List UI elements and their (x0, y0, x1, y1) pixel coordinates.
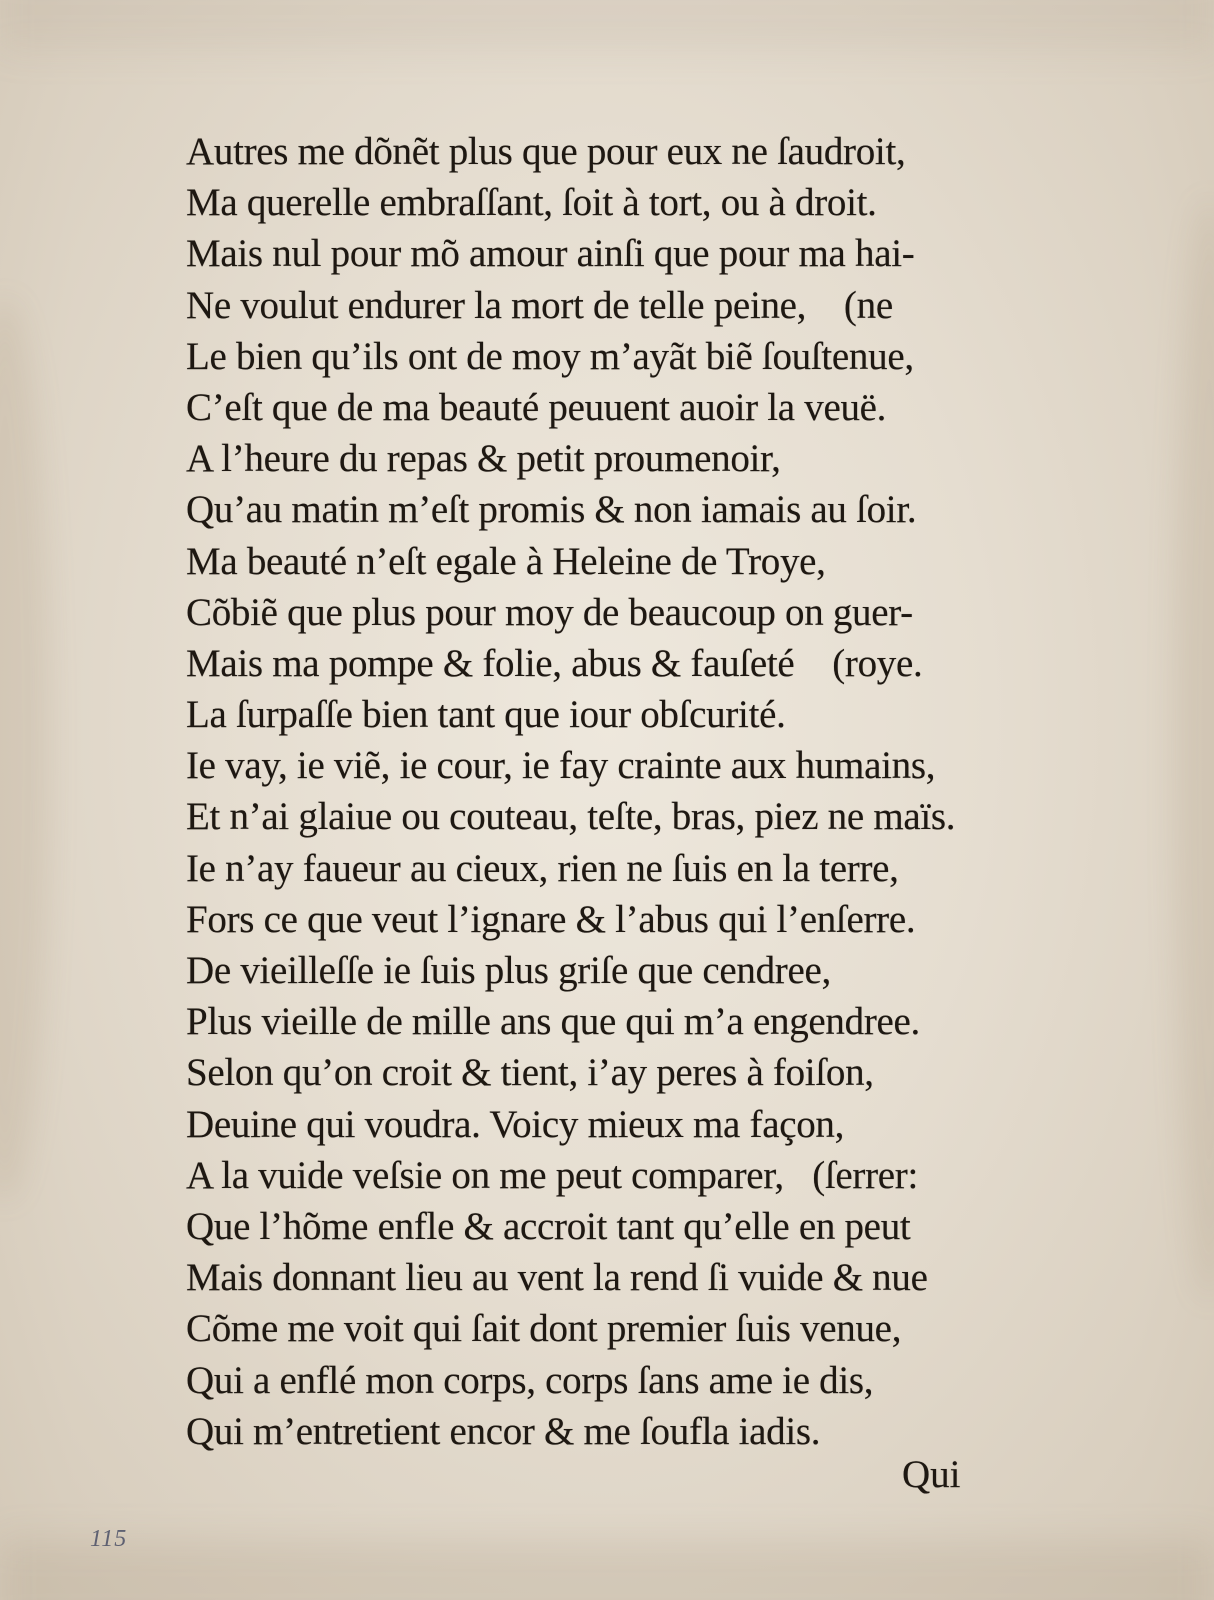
verse-line: A la vuide veſsie on me peut comparer, (ſerrer: (186, 1153, 919, 1197)
catchword: Qui (902, 1453, 961, 1496)
verse-line: Autres me dõnẽt plus que pour eux ne ſaudroit, (186, 130, 906, 173)
paper-stain (0, 0, 1214, 50)
page-number: 115 (90, 1526, 128, 1552)
verse-line: Ne voulut endurer la mort de telle peine, (ne (186, 283, 893, 327)
verse-line: Fors ce que veut l’ignare & l’abus qui l’enſerre. (186, 897, 916, 941)
verse-line: Mais donnant lieu au vent la rend ſi vuide & nue (186, 1256, 928, 1300)
verse-line: Cõme me voit qui ſait dont premier ſuis venue, (186, 1307, 902, 1351)
verse-line: Ma querelle embraſſant, ſoit à tort, ou à droit. (186, 181, 877, 225)
verse-line: Et n’ai glaiue ou couteau, teſte, bras, piez ne maïs. (186, 795, 956, 839)
verse-line: Que l’hõme enfle & accroit tant qu’elle en peut (186, 1204, 911, 1248)
verse-line: Le bien qu’ils ont de moy m’ayãt biẽ ſouſtenue, (186, 334, 914, 378)
paper-stain (0, 1540, 1214, 1600)
verse-line: Ie vay, ie viẽ, ie cour, ie fay crainte aux humains, (186, 744, 936, 788)
verse-line: Ie n’ay faueur au cieux, rien ne ſuis en la terre, (186, 846, 899, 890)
verse-line: A l’heure du repas & petit proumenoir, (186, 437, 781, 481)
paper-stain (1174, 200, 1214, 1300)
verse-line: Selon qu’on croit & tient, i’ay peres à foiſon, (186, 1051, 874, 1095)
verse-line: Mais nul pour mõ amour ainſi que pour ma hai- (186, 232, 915, 276)
verse-line: C’eſt que de ma beauté peuuent auoir la veuë. (186, 385, 887, 429)
verse-line: De vieilleſſe ie ſuis plus griſe que cendree, (186, 949, 831, 992)
verse-line: Plus vieille de mille ans que qui m’a engendree. (186, 1000, 920, 1044)
verse-line: Qu’au matin m’eſt promis & non iamais au ſoir. (186, 488, 917, 532)
verse-line: Cõbiẽ que plus pour moy de beaucoup on guer- (186, 590, 913, 634)
verse-line: Deuine qui voudra. Voicy mieux ma façon, (186, 1102, 845, 1146)
verse-line: Ma beauté n’eſt egale à Heleine de Troye, (186, 539, 826, 583)
paper-stain (0, 300, 50, 1200)
verse-text (186, 126, 986, 1457)
verse-line: La ſurpaſſe bien tant que iour obſcurité. (186, 693, 786, 737)
verse-line: Qui a enflé mon corps, corps ſans ame ie dis, (186, 1358, 874, 1402)
verse-line: Mais ma pompe & folie, abus & fauſeté (roye. (186, 641, 923, 685)
verse-line: Qui m’entretient encor & me ſoufla iadis. (186, 1409, 821, 1453)
